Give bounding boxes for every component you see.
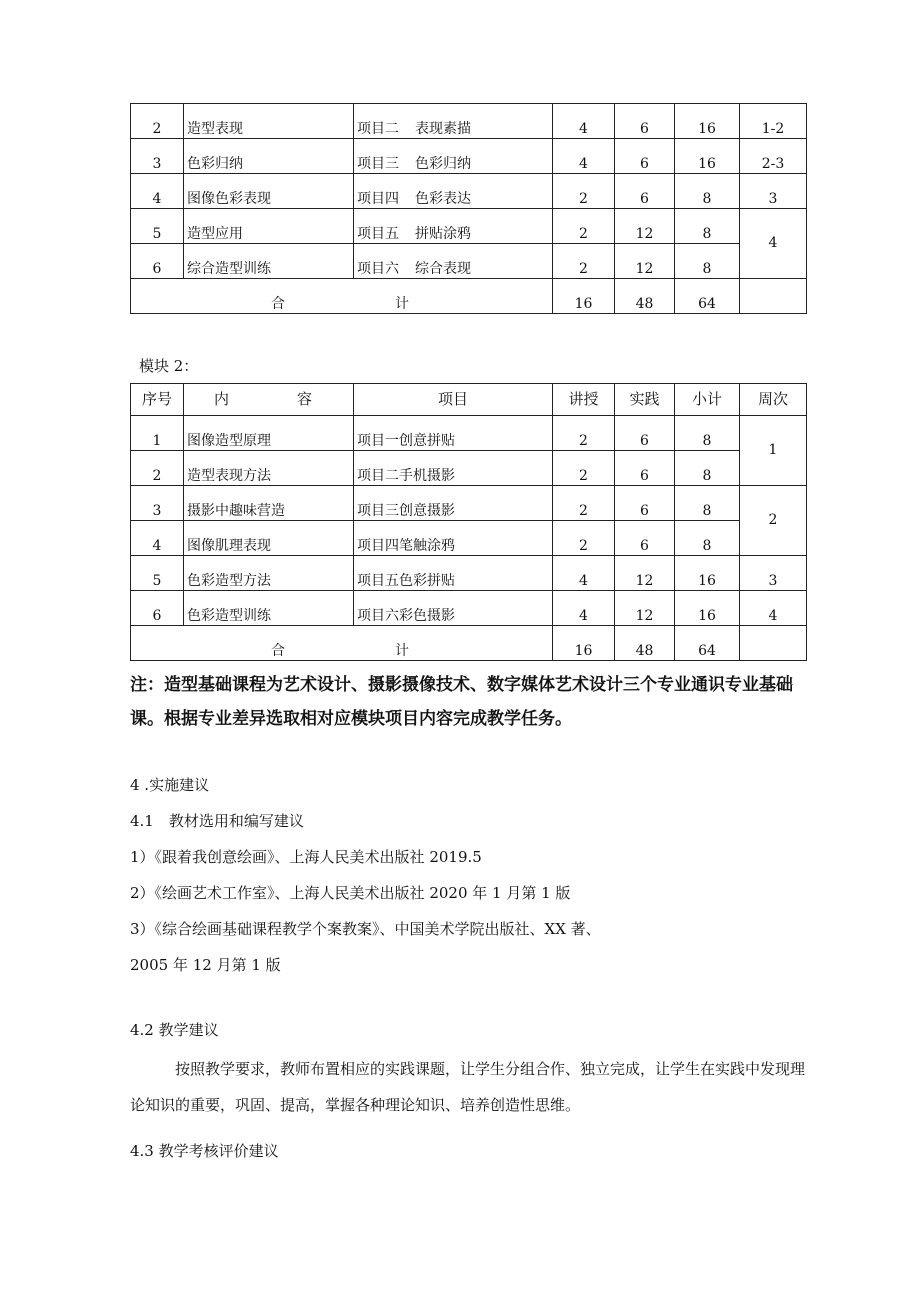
teaching-suggestion-paragraph: 按照教学要求，教师布置相应的实践课题，让学生分组合作、独立完成，让学生在实践中发现理论知识的重要，巩固、提高，掌握各种理论知识、培养创造性思维。 — [130, 1060, 806, 1114]
row-practice-hours: 6 — [615, 486, 675, 521]
row-lecture-hours: 2 — [553, 209, 615, 244]
row-number: 6 — [131, 591, 184, 626]
row-lecture-hours: 2 — [553, 174, 615, 209]
total-label: 合 计 — [131, 626, 553, 661]
row-practice-hours: 12 — [615, 244, 675, 279]
total-week — [740, 279, 807, 314]
book-item-3: 3）《综合绘画基础课程教学个案教案》、中国美术学院出版社、XX 著、 — [130, 920, 601, 938]
row-week: 4 — [740, 591, 807, 626]
course-note: 注：造型基础课程为艺术设计、摄影摄像技术、数字媒体艺术设计三个专业通识专业基础课。根据专业差异选取相对应模块项目内容完成教学任务。 — [130, 675, 793, 729]
row-subtotal-hours: 8 — [675, 174, 740, 209]
row-subtotal-hours: 8 — [675, 244, 740, 279]
section-4-1-heading: 4.1 教材选用和编写建议 — [130, 812, 304, 830]
section-4-2-heading: 4.2 教学建议 — [130, 1021, 219, 1039]
row-project: 项目六 综合表现 — [354, 244, 553, 279]
header-week: 周次 — [740, 384, 807, 416]
row-content: 图像造型原理 — [184, 416, 354, 451]
row-number: 2 — [131, 451, 184, 486]
total-row — [131, 626, 807, 661]
row-subtotal-hours: 16 — [675, 591, 740, 626]
row-content: 摄影中趣味营造 — [184, 486, 354, 521]
row-number: 1 — [131, 416, 184, 451]
row-week: 3 — [740, 174, 807, 209]
row-week: 2-3 — [740, 139, 807, 174]
row-practice-hours: 6 — [615, 174, 675, 209]
row-lecture-hours: 4 — [553, 139, 615, 174]
total-practice-hours: 48 — [615, 279, 675, 314]
row-project: 项目二手机摄影 — [354, 451, 553, 486]
section-4-heading: 4 .实施建议 — [130, 776, 210, 794]
module-2-label: 模块 2： — [139, 357, 199, 375]
table-row — [131, 174, 807, 209]
row-project: 项目三 色彩归纳 — [354, 139, 553, 174]
row-project: 项目四 色彩表达 — [354, 174, 553, 209]
row-content: 色彩造型训练 — [184, 591, 354, 626]
book-item-3-continued: 2005 年 12 月第 1 版 — [130, 956, 281, 974]
row-project: 项目三创意摄影 — [354, 486, 553, 521]
book-item-1: 1）《跟着我创意绘画》、上海人民美术出版社 2019.5 — [130, 848, 482, 866]
total-lecture-hours: 16 — [553, 626, 615, 661]
table-row — [131, 209, 807, 244]
table-row — [131, 451, 807, 486]
row-practice-hours: 6 — [615, 521, 675, 556]
table-header-row — [131, 384, 807, 416]
row-week: 2 — [740, 486, 807, 556]
header-practice: 实践 — [615, 384, 675, 416]
total-lecture-hours: 16 — [553, 279, 615, 314]
row-practice-hours: 12 — [615, 556, 675, 591]
row-lecture-hours: 4 — [553, 556, 615, 591]
row-week: 3 — [740, 556, 807, 591]
row-number: 4 — [131, 174, 184, 209]
row-practice-hours: 6 — [615, 104, 675, 139]
header-number: 序号 — [131, 384, 184, 416]
total-subtotal-hours: 64 — [675, 626, 740, 661]
row-number: 2 — [131, 104, 184, 139]
row-lecture-hours: 2 — [553, 416, 615, 451]
row-content: 造型表现 — [184, 104, 354, 139]
table-row — [131, 591, 807, 626]
row-lecture-hours: 2 — [553, 486, 615, 521]
header-content: 内 容 — [184, 384, 354, 416]
row-subtotal-hours: 8 — [675, 486, 740, 521]
row-project: 项目五色彩拼贴 — [354, 556, 553, 591]
total-week — [740, 626, 807, 661]
table-row — [131, 486, 807, 521]
row-content: 色彩造型方法 — [184, 556, 354, 591]
row-number: 6 — [131, 244, 184, 279]
row-practice-hours: 6 — [615, 416, 675, 451]
row-content: 综合造型训练 — [184, 244, 354, 279]
row-project: 项目六彩色摄影 — [354, 591, 553, 626]
row-subtotal-hours: 8 — [675, 521, 740, 556]
book-item-2: 2）《绘画艺术工作室》、上海人民美术出版社 2020 年 1 月第 1 版 — [130, 884, 571, 902]
row-subtotal-hours: 16 — [675, 139, 740, 174]
total-row — [131, 279, 807, 314]
row-lecture-hours: 2 — [553, 244, 615, 279]
row-subtotal-hours: 8 — [675, 451, 740, 486]
header-subtotal: 小计 — [675, 384, 740, 416]
table-row — [131, 416, 807, 451]
row-project: 项目一创意拼贴 — [354, 416, 553, 451]
header-lecture: 讲授 — [553, 384, 615, 416]
row-practice-hours: 6 — [615, 139, 675, 174]
section-4-3-heading: 4.3 教学考核评价建议 — [130, 1142, 279, 1160]
row-practice-hours: 12 — [615, 591, 675, 626]
table-row — [131, 139, 807, 174]
row-practice-hours: 6 — [615, 451, 675, 486]
row-number: 3 — [131, 486, 184, 521]
row-week: 1 — [740, 416, 807, 486]
row-week: 1-2 — [740, 104, 807, 139]
table-row — [131, 244, 807, 279]
row-lecture-hours: 2 — [553, 451, 615, 486]
total-practice-hours: 48 — [615, 626, 675, 661]
table-row — [131, 521, 807, 556]
row-project: 项目五 拼贴涂鸦 — [354, 209, 553, 244]
row-number: 5 — [131, 209, 184, 244]
row-project: 项目二 表现素描 — [354, 104, 553, 139]
row-content: 色彩归纳 — [184, 139, 354, 174]
row-number: 4 — [131, 521, 184, 556]
row-content: 造型应用 — [184, 209, 354, 244]
total-subtotal-hours: 64 — [675, 279, 740, 314]
module1-schedule-table — [130, 103, 807, 314]
row-week: 4 — [740, 209, 807, 279]
row-lecture-hours: 4 — [553, 591, 615, 626]
row-lecture-hours: 2 — [553, 521, 615, 556]
row-subtotal-hours: 16 — [675, 556, 740, 591]
row-content: 造型表现方法 — [184, 451, 354, 486]
row-lecture-hours: 4 — [553, 104, 615, 139]
header-project: 项目 — [354, 384, 553, 416]
total-label: 合 计 — [131, 279, 553, 314]
row-subtotal-hours: 8 — [675, 209, 740, 244]
table-row — [131, 556, 807, 591]
table-row — [131, 104, 807, 139]
row-practice-hours: 12 — [615, 209, 675, 244]
row-subtotal-hours: 8 — [675, 416, 740, 451]
row-project: 项目四笔触涂鸦 — [354, 521, 553, 556]
row-content: 图像肌理表现 — [184, 521, 354, 556]
row-content: 图像色彩表现 — [184, 174, 354, 209]
row-subtotal-hours: 16 — [675, 104, 740, 139]
row-number: 5 — [131, 556, 184, 591]
module2-schedule-table — [130, 383, 807, 661]
row-number: 3 — [131, 139, 184, 174]
